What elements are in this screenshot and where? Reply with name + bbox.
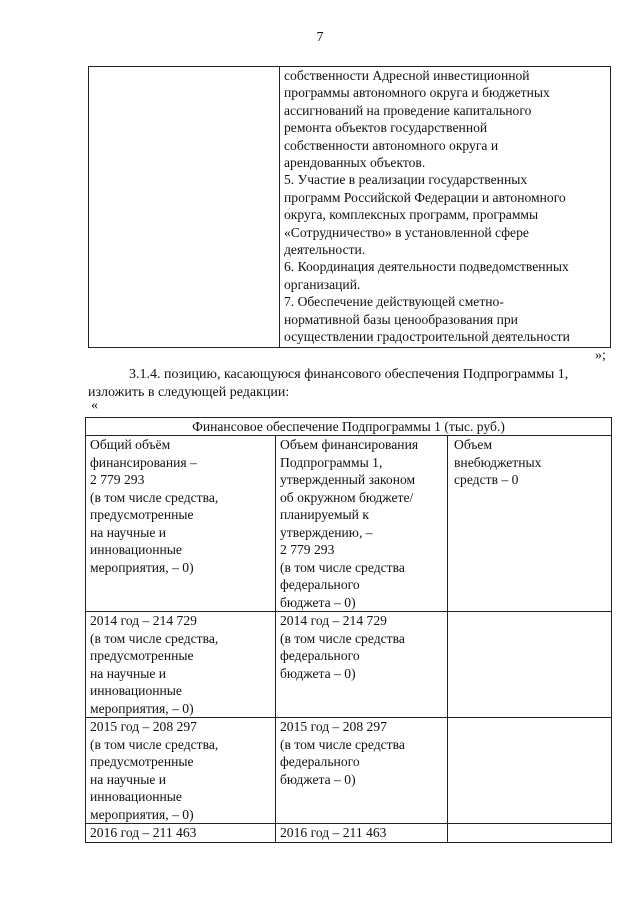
text-line: (в том числе средства, — [90, 489, 219, 505]
text-line: 2015 год – 208 297 — [280, 719, 387, 734]
table-row — [86, 418, 612, 436]
text-line: средств – 0 — [454, 472, 519, 487]
text-line: об окружном бюджете/ — [280, 489, 414, 505]
offbudget-funding-cell — [448, 436, 612, 612]
table-cell — [86, 824, 276, 843]
table-cell — [448, 718, 612, 824]
text-line: округа, комплексных программ, программы — [284, 207, 539, 223]
text-line: на научные и — [90, 771, 167, 787]
text-line: ассигнований на проведение капитального — [284, 102, 532, 118]
table-row — [86, 718, 612, 824]
text-line: осуществлении градостроительной деятельности — [284, 329, 570, 345]
text-line: предусмотренные — [90, 648, 194, 663]
table-cell — [448, 824, 612, 843]
table-cell — [86, 612, 276, 718]
table-cell — [276, 612, 448, 718]
table-cell — [86, 718, 276, 824]
text-line: (в том числе средства — [280, 736, 405, 752]
text-line: Общий объём — [90, 437, 171, 452]
text-line: организаций. — [284, 276, 361, 292]
text-line: (в том числе средства — [280, 630, 405, 646]
text-line: инновационные — [90, 683, 182, 698]
text-line: 5. Участие в реализации государственных — [284, 172, 528, 188]
text-line: 7. Обеспечение действующей сметно- — [284, 294, 504, 310]
text-line: внебюджетных — [454, 454, 542, 470]
paragraph-line-1: 3.1.4. позицию, касающуюся финансового обеспечения Подпрограммы 1, — [129, 367, 569, 382]
closing-quote: »; — [595, 348, 606, 363]
text-line: 2 779 293 — [280, 542, 335, 557]
total-funding-cell — [86, 436, 276, 612]
text-line: 2016 год – 211 463 — [280, 825, 387, 840]
text-line: Объем — [454, 437, 493, 452]
table-cell — [448, 612, 612, 718]
text-line: федерального — [280, 577, 360, 592]
text-line: утвержденный законом — [280, 472, 416, 487]
text-line: нормативной базы ценообразования при — [284, 311, 518, 327]
subprogram-funding-cell — [276, 436, 448, 612]
text-line: мероприятия, – 0) — [90, 700, 194, 716]
text-line: деятельности. — [284, 242, 366, 258]
text-line: мероприятия, – 0) — [90, 559, 194, 575]
text-line: собственности Адресной инвестиционной — [284, 68, 530, 83]
text-line: предусмотренные — [90, 754, 194, 769]
text-line: на научные и — [90, 665, 167, 681]
continuation-left-cell — [89, 67, 280, 348]
text-line: программы автономного округа и бюджетных — [284, 85, 550, 101]
finance-table — [85, 417, 612, 843]
text-line: 2015 год – 208 297 — [90, 719, 197, 734]
text-line: (в том числе средства — [280, 559, 405, 575]
text-line: финансирования – — [90, 454, 197, 470]
text-line: утверждению, – — [280, 524, 373, 540]
amendment-paragraph — [88, 366, 612, 401]
continuation-table — [88, 66, 611, 348]
text-line: федерального — [280, 648, 360, 663]
opening-quote: « — [91, 398, 98, 413]
text-line: программ Российской Федерации и автономного — [284, 189, 566, 205]
text-line: арендованных объектов. — [284, 155, 426, 171]
text-line: планируемый к — [280, 507, 369, 522]
text-line: бюджета – 0) — [280, 594, 356, 610]
text-line: собственности автономного округа и — [284, 137, 499, 153]
text-line: ремонта объектов государственной — [284, 120, 488, 136]
text-line: (в том числе средства, — [90, 630, 219, 646]
text-line: 6. Координация деятельности подведомственных — [284, 259, 569, 275]
text-line: инновационные — [90, 542, 182, 557]
table-cell — [276, 824, 448, 843]
page-number: 7 — [316, 30, 324, 45]
text-line: 2014 год – 214 729 — [90, 613, 197, 628]
text-line: инновационные — [90, 789, 182, 804]
table-row — [86, 436, 612, 612]
text-line: «Сотрудничество» в установленной сфере — [284, 224, 529, 240]
text-line: 2 779 293 — [90, 472, 145, 487]
paragraph-line-2: изложить в следующей редакции: — [88, 384, 290, 400]
text-line: 2016 год – 211 463 — [90, 825, 197, 840]
continuation-right-cell — [280, 67, 611, 348]
finance-table-title: Финансовое обеспечение Подпрограммы 1 (тыс. руб.) — [86, 418, 612, 436]
table-row — [86, 824, 612, 843]
text-line: на научные и — [90, 524, 167, 540]
table-cell — [276, 718, 448, 824]
text-line: Объем финансирования — [280, 437, 419, 452]
text-line: Подпрограммы 1, — [280, 454, 383, 470]
text-line: бюджета – 0) — [280, 771, 356, 787]
text-line: бюджета – 0) — [280, 665, 356, 681]
text-line: мероприятия, – 0) — [90, 806, 194, 822]
table-row — [86, 612, 612, 718]
text-line: предусмотренные — [90, 507, 194, 522]
table-row — [89, 67, 611, 348]
text-line: 2014 год – 214 729 — [280, 613, 387, 628]
text-line: федерального — [280, 754, 360, 769]
text-line: (в том числе средства, — [90, 736, 219, 752]
